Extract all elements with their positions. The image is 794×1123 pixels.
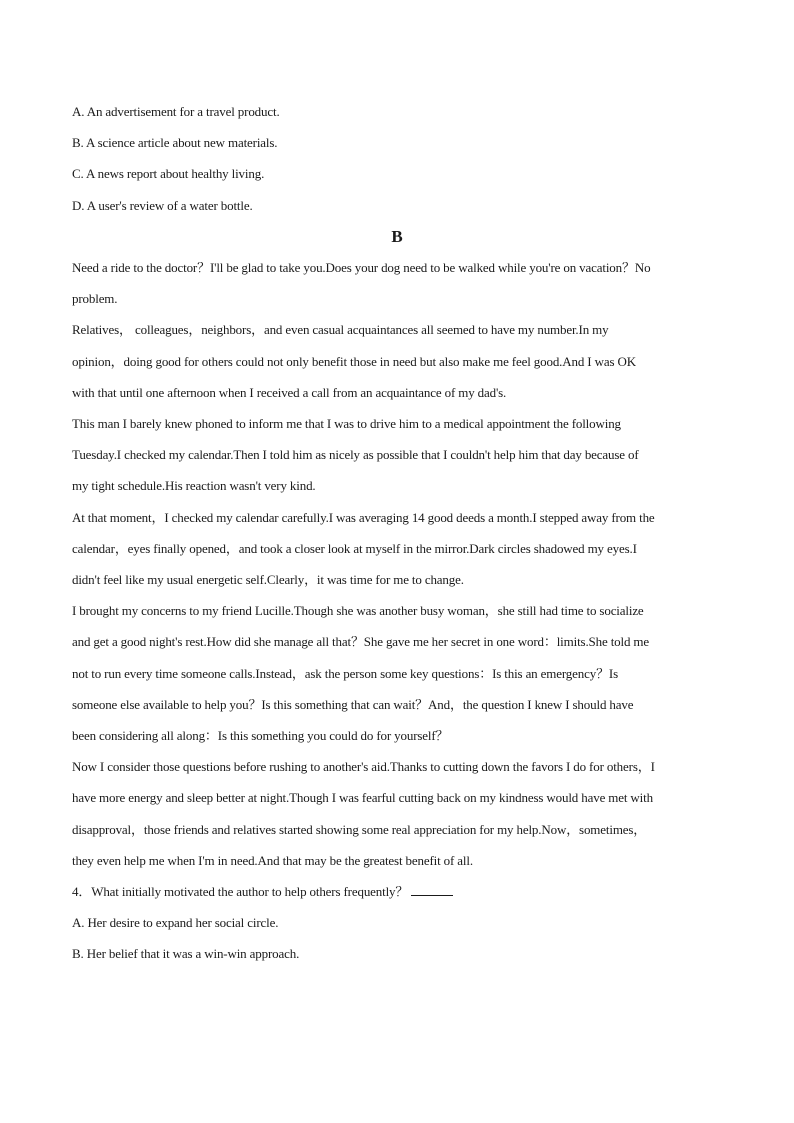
passage-line: Need a ride to the doctor？I'll be glad to take you.Does your dog need to be walked while you're on vacation？No (72, 260, 651, 276)
passage-line: opinion，doing good for others could not only benefit those in need but also make me feel good.And I was OK (72, 353, 636, 369)
passage-line: Tuesday.I checked my calendar.Then I told him as nicely as possible that I couldn't help him that day because of (72, 447, 639, 463)
passage-line: someone else available to help you？Is this something that can wait？And，the question I knew I should have (72, 696, 634, 712)
question-4-option-a: A. Her desire to expand her social circle. (72, 915, 279, 931)
question-4 (72, 876, 722, 907)
option-prev-b: B. A science article about new materials. (72, 135, 278, 151)
passage-line: they even help me when I'm in need.And that may be the greatest benefit of all. (72, 852, 473, 868)
passage-line: been considering all along：Is this something you could do for yourself？ (72, 728, 449, 744)
passage-line: I brought my concerns to my friend Lucille.Though she was another busy woman，she still had time to socialize (72, 603, 644, 619)
passage-line: Now I consider those questions before rushing to another's aid.Thanks to cutting down the favors I do for others，I (72, 759, 655, 775)
option-prev-d: D. A user's review of a water bottle. (72, 197, 253, 213)
passage-line: calendar，eyes finally opened，and took a closer look at myself in the mirror.Dark circles shadowed my eyes.I (72, 540, 637, 556)
question-4-option-b: B. Her belief that it was a win-win approach. (72, 946, 300, 962)
passage-line: At that moment，I checked my calendar carefully.I was averaging 14 good deeds a month.I stepped away from the (72, 509, 655, 525)
passage-line: didn't feel like my usual energetic self.Clearly，it was time for me to change. (72, 572, 464, 588)
question-4-stem: 4．What initially motivated the author to help others frequently？ (72, 884, 409, 900)
passage-line: and get a good night's rest.How did she manage all that？She gave me her secret in one word：limits.She told me (72, 634, 649, 650)
passage-line: disapproval，those friends and relatives started showing some real appreciation for my help.Now，sometimes， (72, 821, 647, 837)
option-prev-a: A. An advertisement for a travel product. (72, 104, 280, 119)
document-page (72, 96, 722, 970)
passage-line: have more energy and sleep better at night.Though I was fearful cutting back on my kindness would have met with (72, 790, 653, 806)
passage (72, 252, 722, 876)
section-heading: B (391, 226, 403, 246)
passage-line: This man I barely knew phoned to inform me that I was to drive him to a medical appointment the following (72, 416, 621, 432)
passage-line: Relatives， colleagues，neighbors，and even casual acquaintances all seemed to have my number.In my (72, 322, 609, 338)
passage-line: problem. (72, 291, 118, 307)
passage-line: my tight schedule.His reaction wasn't very kind. (72, 478, 316, 494)
passage-line: not to run every time someone calls.Instead，ask the person some key questions：Is this an emergency？Is (72, 665, 619, 681)
answer-blank[interactable] (411, 883, 453, 896)
option-prev-c: C. A news report about healthy living. (72, 166, 265, 182)
passage-line: with that until one afternoon when I received a call from an acquaintance of my dad's. (72, 384, 507, 400)
